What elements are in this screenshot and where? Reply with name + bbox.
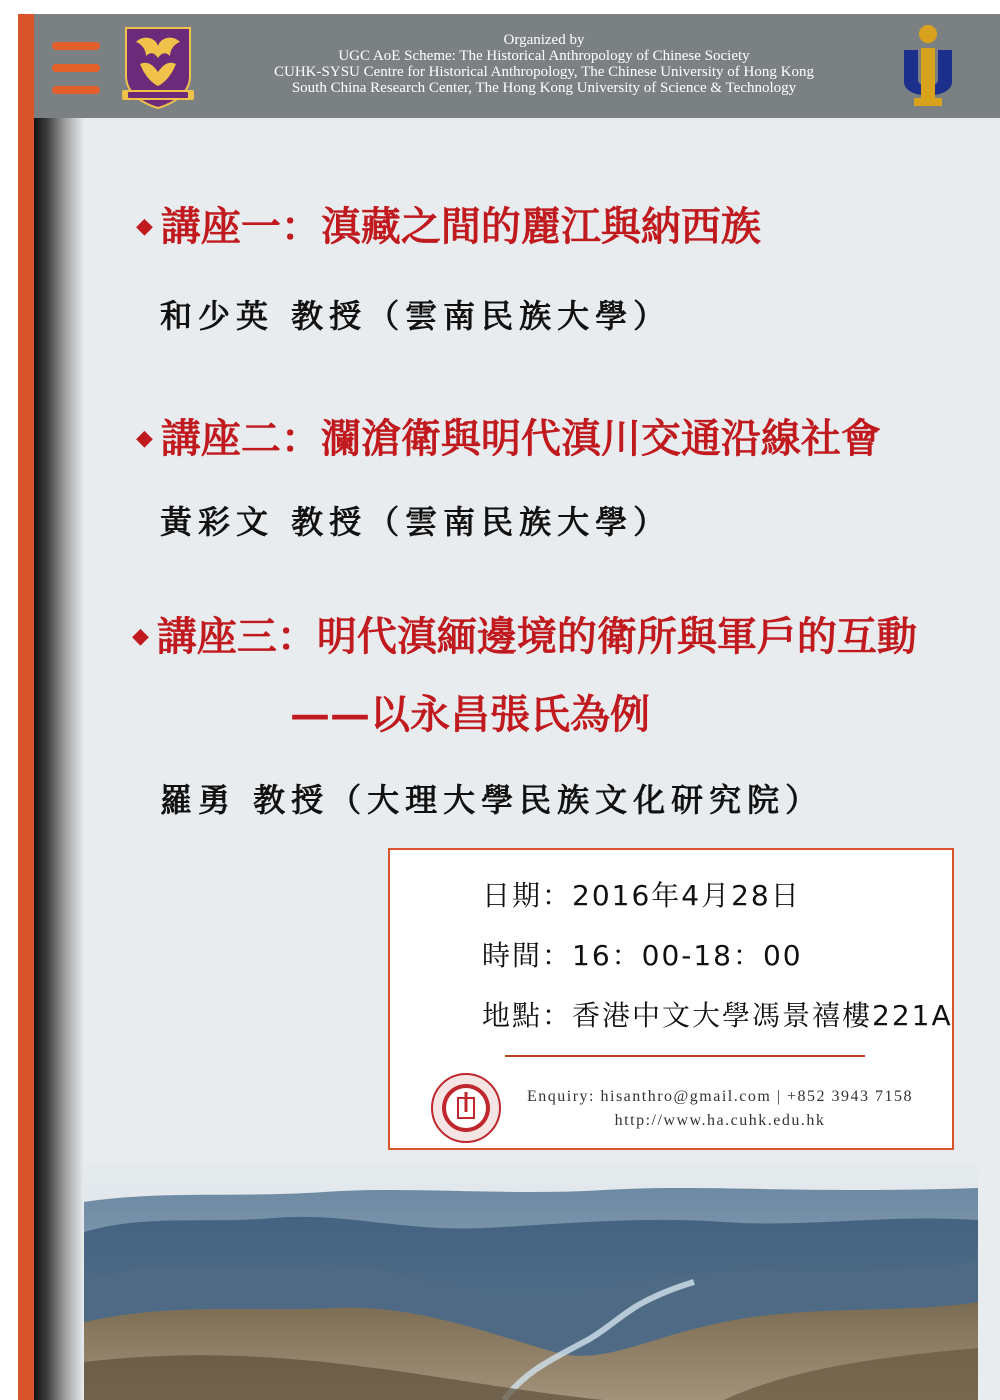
lecture-1-speaker: 和少英 教授（雲南民族大學） (160, 297, 672, 335)
header-line-ugc: UGC AoE Scheme: The Historical Anthropology of Chinese Society (338, 48, 750, 64)
lecture-2-speaker: 黃彩文 教授（雲南民族大學） (160, 503, 672, 541)
diamond-bullet-icon: ◆ (136, 213, 153, 239)
header-line-cuhk-sysu: CUHK-SYSU Centre for Historical Anthropology, The Chinese University of Hong Kong (274, 64, 814, 80)
header-line-hkust: South China Research Center, The Hong Kong University of Science & Technology (291, 80, 797, 96)
lecture-2-title: ◆ 講座二：瀾滄衛與明代滇川交通沿線社會 (136, 415, 881, 462)
info-divider (505, 1055, 865, 1057)
menu-icon[interactable] (52, 42, 100, 94)
cuhk-logo (120, 24, 196, 110)
mountain-landscape-image (84, 1162, 978, 1400)
diamond-bullet-icon: ◆ (132, 623, 149, 649)
centre-logo (430, 1072, 502, 1144)
lecture-3-speaker: 羅勇 教授（大理大學民族文化研究院） (160, 781, 824, 819)
diamond-bullet-icon: ◆ (136, 425, 153, 451)
website-link[interactable]: http://www.ha.cuhk.edu.hk (614, 1112, 826, 1129)
event-time: 時間：16：00-18：00 (482, 939, 803, 972)
left-shadow-strip (34, 118, 84, 1400)
event-info-box (388, 848, 954, 1150)
left-accent-bar (18, 14, 34, 1400)
event-venue: 地點：香港中文大學馮景禧樓221A (482, 999, 953, 1032)
lecture-1-title: ◆ 講座一：滇藏之間的麗江與納西族 (136, 203, 761, 250)
header-line-organized: Organized by (503, 32, 585, 48)
organizer-header (34, 14, 1000, 118)
hkust-logo (898, 22, 958, 112)
event-date: 日期：2016年4月28日 (482, 879, 801, 912)
lecture-3-title: ◆ 講座三：明代滇緬邊境的衛所與軍戶的互動 (132, 613, 917, 660)
enquiry-contact: Enquiry: hisanthro@gmail.com | +852 3943 7158 (527, 1088, 913, 1105)
lecture-3-subtitle: ——以永昌張氏為例 (290, 691, 650, 738)
